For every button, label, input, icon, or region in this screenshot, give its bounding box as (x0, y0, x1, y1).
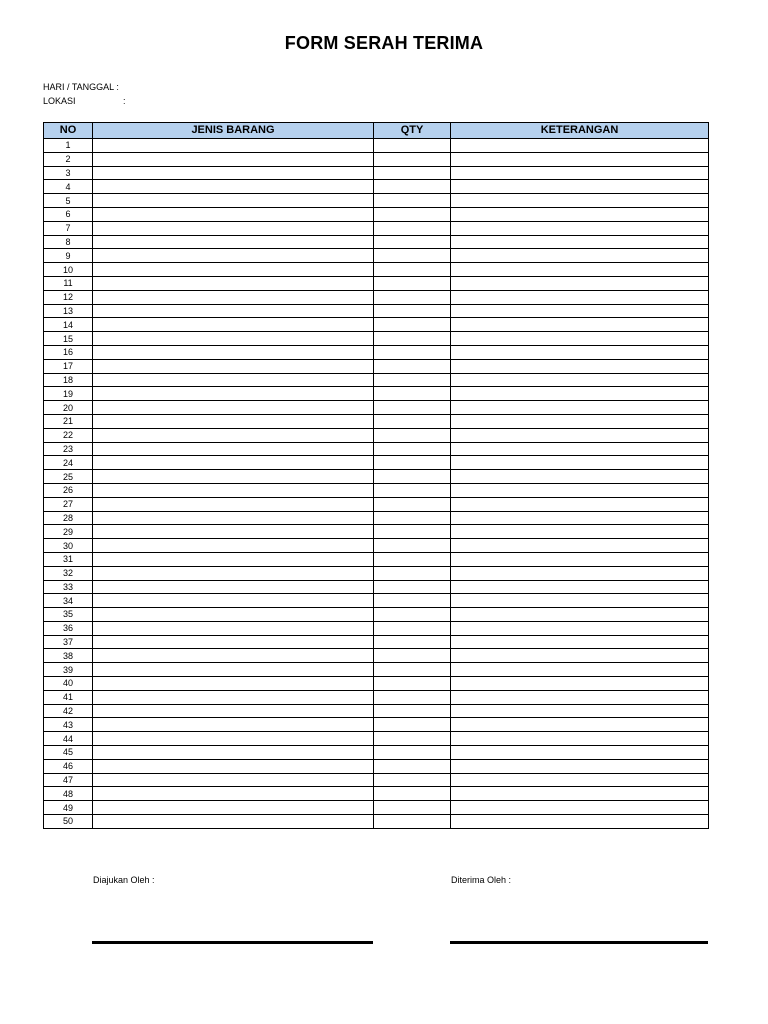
keterangan-cell[interactable] (451, 166, 709, 180)
qty-cell[interactable] (374, 456, 451, 470)
qty-cell[interactable] (374, 318, 451, 332)
table-row (44, 414, 709, 428)
header-no: NO (44, 123, 93, 139)
jenis-barang-cell[interactable] (93, 635, 374, 649)
table-row (44, 235, 709, 249)
keterangan-cell[interactable] (451, 470, 709, 484)
qty-cell[interactable] (374, 373, 451, 387)
keterangan-cell[interactable] (451, 456, 709, 470)
table-row (44, 152, 709, 166)
table-row (44, 483, 709, 497)
qty-cell[interactable] (374, 428, 451, 442)
jenis-barang-cell[interactable] (93, 166, 374, 180)
table-body (44, 139, 709, 829)
table-row (44, 594, 709, 608)
jenis-barang-cell[interactable] (93, 483, 374, 497)
row-number: 42 (44, 704, 93, 718)
qty-cell[interactable] (374, 759, 451, 773)
row-number: 28 (44, 511, 93, 525)
jenis-barang-cell[interactable] (93, 815, 374, 829)
qty-cell[interactable] (374, 635, 451, 649)
qty-cell[interactable] (374, 194, 451, 208)
jenis-barang-cell[interactable] (93, 180, 374, 194)
qty-cell[interactable] (374, 511, 451, 525)
table-row (44, 608, 709, 622)
keterangan-cell[interactable] (451, 221, 709, 235)
row-number: 48 (44, 787, 93, 801)
jenis-barang-cell[interactable] (93, 235, 374, 249)
table-row (44, 221, 709, 235)
keterangan-cell[interactable] (451, 194, 709, 208)
date-field-label (43, 82, 119, 92)
table-row (44, 801, 709, 815)
row-number: 44 (44, 732, 93, 746)
row-number: 46 (44, 759, 93, 773)
keterangan-cell[interactable] (451, 180, 709, 194)
table-row (44, 304, 709, 318)
keterangan-cell[interactable] (451, 290, 709, 304)
keterangan-cell[interactable] (451, 594, 709, 608)
jenis-barang-cell[interactable] (93, 649, 374, 663)
qty-cell[interactable] (374, 649, 451, 663)
keterangan-cell[interactable] (451, 373, 709, 387)
keterangan-cell[interactable] (451, 414, 709, 428)
jenis-barang-cell[interactable] (93, 511, 374, 525)
jenis-barang-cell[interactable] (93, 290, 374, 304)
qty-cell[interactable] (374, 801, 451, 815)
table-row (44, 787, 709, 801)
keterangan-cell[interactable] (451, 580, 709, 594)
keterangan-cell[interactable] (451, 511, 709, 525)
jenis-barang-cell[interactable] (93, 332, 374, 346)
qty-cell[interactable] (374, 525, 451, 539)
qty-cell[interactable] (374, 566, 451, 580)
jenis-barang-cell[interactable] (93, 373, 374, 387)
jenis-barang-cell[interactable] (93, 345, 374, 359)
keterangan-cell[interactable] (451, 497, 709, 511)
row-number: 15 (44, 332, 93, 346)
row-number: 11 (44, 276, 93, 290)
row-number: 40 (44, 677, 93, 691)
table-row (44, 635, 709, 649)
jenis-barang-cell[interactable] (93, 401, 374, 415)
jenis-barang-cell[interactable] (93, 621, 374, 635)
keterangan-cell[interactable] (451, 787, 709, 801)
keterangan-cell[interactable] (451, 332, 709, 346)
row-number: 14 (44, 318, 93, 332)
jenis-barang-cell[interactable] (93, 359, 374, 373)
table-row (44, 428, 709, 442)
qty-cell[interactable] (374, 677, 451, 691)
keterangan-cell[interactable] (451, 608, 709, 622)
keterangan-cell[interactable] (451, 566, 709, 580)
row-number: 19 (44, 387, 93, 401)
qty-cell[interactable] (374, 580, 451, 594)
jenis-barang-cell[interactable] (93, 704, 374, 718)
row-number: 29 (44, 525, 93, 539)
jenis-barang-cell[interactable] (93, 276, 374, 290)
page-title: FORM SERAH TERIMA (284, 33, 484, 53)
qty-cell[interactable] (374, 401, 451, 415)
keterangan-cell[interactable] (451, 635, 709, 649)
jenis-barang-cell[interactable] (93, 732, 374, 746)
row-number: 25 (44, 470, 93, 484)
keterangan-cell[interactable] (451, 263, 709, 277)
received-by-label: Diterima Oleh : (451, 875, 512, 885)
qty-cell[interactable] (374, 663, 451, 677)
keterangan-cell[interactable] (451, 773, 709, 787)
row-number: 43 (44, 718, 93, 732)
row-number: 10 (44, 263, 93, 277)
row-number: 35 (44, 608, 93, 622)
row-number: 31 (44, 552, 93, 566)
jenis-barang-cell[interactable] (93, 414, 374, 428)
row-number: 30 (44, 539, 93, 553)
table-row (44, 497, 709, 511)
jenis-barang-cell[interactable] (93, 304, 374, 318)
jenis-barang-cell[interactable] (93, 263, 374, 277)
qty-cell[interactable] (374, 718, 451, 732)
row-number: 17 (44, 359, 93, 373)
keterangan-cell[interactable] (451, 428, 709, 442)
row-number: 50 (44, 815, 93, 829)
keterangan-cell[interactable] (451, 525, 709, 539)
keterangan-cell[interactable] (451, 152, 709, 166)
row-number: 6 (44, 207, 93, 221)
table-row (44, 318, 709, 332)
table-row (44, 732, 709, 746)
qty-cell[interactable] (374, 732, 451, 746)
jenis-barang-cell[interactable] (93, 663, 374, 677)
row-number: 8 (44, 235, 93, 249)
jenis-barang-cell[interactable] (93, 139, 374, 153)
row-number: 13 (44, 304, 93, 318)
jenis-barang-cell[interactable] (93, 221, 374, 235)
table-row (44, 180, 709, 194)
qty-cell[interactable] (374, 180, 451, 194)
keterangan-cell[interactable] (451, 690, 709, 704)
table-row (44, 263, 709, 277)
header-jenis-barang: JENIS BARANG (93, 123, 374, 139)
keterangan-cell[interactable] (451, 345, 709, 359)
keterangan-cell[interactable] (451, 139, 709, 153)
table-row (44, 525, 709, 539)
row-number: 21 (44, 414, 93, 428)
received-signature-line (450, 941, 708, 944)
keterangan-cell[interactable] (451, 359, 709, 373)
qty-cell[interactable] (374, 815, 451, 829)
row-number: 32 (44, 566, 93, 580)
table-row (44, 359, 709, 373)
keterangan-cell[interactable] (451, 304, 709, 318)
row-number: 20 (44, 401, 93, 415)
qty-cell[interactable] (374, 539, 451, 553)
jenis-barang-cell[interactable] (93, 525, 374, 539)
keterangan-cell[interactable] (451, 249, 709, 263)
submitted-signature-line (92, 941, 373, 944)
qty-cell[interactable] (374, 235, 451, 249)
table-row (44, 332, 709, 346)
jenis-barang-cell[interactable] (93, 497, 374, 511)
keterangan-cell[interactable] (451, 759, 709, 773)
jenis-barang-cell[interactable] (93, 746, 374, 760)
qty-cell[interactable] (374, 690, 451, 704)
header-qty: QTY (374, 123, 451, 139)
jenis-barang-cell[interactable] (93, 470, 374, 484)
qty-cell[interactable] (374, 552, 451, 566)
keterangan-cell[interactable] (451, 718, 709, 732)
qty-cell[interactable] (374, 221, 451, 235)
table-row (44, 552, 709, 566)
jenis-barang-cell[interactable] (93, 718, 374, 732)
hari-tanggal-label: HARI / TANGGAL : (43, 82, 119, 92)
row-number: 22 (44, 428, 93, 442)
keterangan-cell[interactable] (451, 621, 709, 635)
keterangan-cell[interactable] (451, 704, 709, 718)
row-number: 49 (44, 801, 93, 815)
keterangan-cell[interactable] (451, 663, 709, 677)
jenis-barang-cell[interactable] (93, 249, 374, 263)
table-row (44, 276, 709, 290)
jenis-barang-cell[interactable] (93, 677, 374, 691)
jenis-barang-cell[interactable] (93, 152, 374, 166)
row-number: 9 (44, 249, 93, 263)
row-number: 47 (44, 773, 93, 787)
qty-cell[interactable] (374, 470, 451, 484)
jenis-barang-cell[interactable] (93, 580, 374, 594)
qty-cell[interactable] (374, 387, 451, 401)
jenis-barang-cell[interactable] (93, 387, 374, 401)
keterangan-cell[interactable] (451, 539, 709, 553)
table-row (44, 759, 709, 773)
table-row (44, 566, 709, 580)
row-number: 37 (44, 635, 93, 649)
keterangan-cell[interactable] (451, 235, 709, 249)
row-number: 24 (44, 456, 93, 470)
table-row (44, 677, 709, 691)
keterangan-cell[interactable] (451, 732, 709, 746)
jenis-barang-cell[interactable] (93, 552, 374, 566)
jenis-barang-cell[interactable] (93, 690, 374, 704)
table-row (44, 580, 709, 594)
qty-cell[interactable] (374, 787, 451, 801)
row-number: 3 (44, 166, 93, 180)
handover-table (43, 122, 709, 829)
table-header-row (44, 123, 709, 139)
row-number: 16 (44, 345, 93, 359)
jenis-barang-cell[interactable] (93, 428, 374, 442)
keterangan-cell[interactable] (451, 677, 709, 691)
table-row (44, 387, 709, 401)
jenis-barang-cell[interactable] (93, 442, 374, 456)
qty-cell[interactable] (374, 345, 451, 359)
row-number: 1 (44, 139, 93, 153)
table-row (44, 718, 709, 732)
qty-cell[interactable] (374, 139, 451, 153)
row-number: 23 (44, 442, 93, 456)
qty-cell[interactable] (374, 497, 451, 511)
table-row (44, 345, 709, 359)
location-field-label (43, 96, 126, 106)
qty-cell[interactable] (374, 332, 451, 346)
table-row (44, 511, 709, 525)
qty-cell[interactable] (374, 594, 451, 608)
row-number: 27 (44, 497, 93, 511)
row-number: 12 (44, 290, 93, 304)
jenis-barang-cell[interactable] (93, 456, 374, 470)
jenis-barang-cell[interactable] (93, 194, 374, 208)
table-row (44, 373, 709, 387)
submitted-by-label: Diajukan Oleh : (93, 875, 155, 885)
jenis-barang-cell[interactable] (93, 318, 374, 332)
row-number: 38 (44, 649, 93, 663)
jenis-barang-cell[interactable] (93, 207, 374, 221)
qty-cell[interactable] (374, 304, 451, 318)
keterangan-cell[interactable] (451, 401, 709, 415)
jenis-barang-cell[interactable] (93, 759, 374, 773)
keterangan-cell[interactable] (451, 649, 709, 663)
lokasi-label: LOKASI (43, 96, 76, 106)
table-row (44, 773, 709, 787)
table-row (44, 249, 709, 263)
table-row (44, 290, 709, 304)
jenis-barang-cell[interactable] (93, 773, 374, 787)
keterangan-cell[interactable] (451, 387, 709, 401)
keterangan-cell[interactable] (451, 801, 709, 815)
table-row (44, 139, 709, 153)
row-number: 34 (44, 594, 93, 608)
table-row (44, 456, 709, 470)
row-number: 18 (44, 373, 93, 387)
qty-cell[interactable] (374, 704, 451, 718)
jenis-barang-cell[interactable] (93, 566, 374, 580)
row-number: 2 (44, 152, 93, 166)
table-row (44, 649, 709, 663)
keterangan-cell[interactable] (451, 207, 709, 221)
keterangan-cell[interactable] (451, 318, 709, 332)
table-row (44, 194, 709, 208)
jenis-barang-cell[interactable] (93, 801, 374, 815)
table-row (44, 746, 709, 760)
qty-cell[interactable] (374, 359, 451, 373)
header-keterangan: KETERANGAN (451, 123, 709, 139)
table-row (44, 539, 709, 553)
row-number: 33 (44, 580, 93, 594)
qty-cell[interactable] (374, 621, 451, 635)
qty-cell[interactable] (374, 608, 451, 622)
qty-cell[interactable] (374, 276, 451, 290)
table-row (44, 663, 709, 677)
row-number: 4 (44, 180, 93, 194)
keterangan-cell[interactable] (451, 442, 709, 456)
qty-cell[interactable] (374, 773, 451, 787)
jenis-barang-cell[interactable] (93, 594, 374, 608)
row-number: 39 (44, 663, 93, 677)
qty-cell[interactable] (374, 442, 451, 456)
table-row (44, 704, 709, 718)
table-row (44, 207, 709, 221)
qty-cell[interactable] (374, 746, 451, 760)
table-row (44, 815, 709, 829)
qty-cell[interactable] (374, 414, 451, 428)
row-number: 41 (44, 690, 93, 704)
table-row (44, 621, 709, 635)
keterangan-cell[interactable] (451, 815, 709, 829)
qty-cell[interactable] (374, 207, 451, 221)
qty-cell[interactable] (374, 152, 451, 166)
keterangan-cell[interactable] (451, 483, 709, 497)
qty-cell[interactable] (374, 290, 451, 304)
lokasi-colon: : (123, 96, 126, 106)
table-row (44, 166, 709, 180)
qty-cell[interactable] (374, 263, 451, 277)
table-row (44, 690, 709, 704)
row-number: 26 (44, 483, 93, 497)
qty-cell[interactable] (374, 166, 451, 180)
jenis-barang-cell[interactable] (93, 539, 374, 553)
keterangan-cell[interactable] (451, 552, 709, 566)
qty-cell[interactable] (374, 483, 451, 497)
row-number: 36 (44, 621, 93, 635)
jenis-barang-cell[interactable] (93, 787, 374, 801)
table-row (44, 442, 709, 456)
table-row (44, 401, 709, 415)
table-row (44, 470, 709, 484)
row-number: 45 (44, 746, 93, 760)
keterangan-cell[interactable] (451, 746, 709, 760)
row-number: 5 (44, 194, 93, 208)
row-number: 7 (44, 221, 93, 235)
qty-cell[interactable] (374, 249, 451, 263)
keterangan-cell[interactable] (451, 276, 709, 290)
jenis-barang-cell[interactable] (93, 608, 374, 622)
